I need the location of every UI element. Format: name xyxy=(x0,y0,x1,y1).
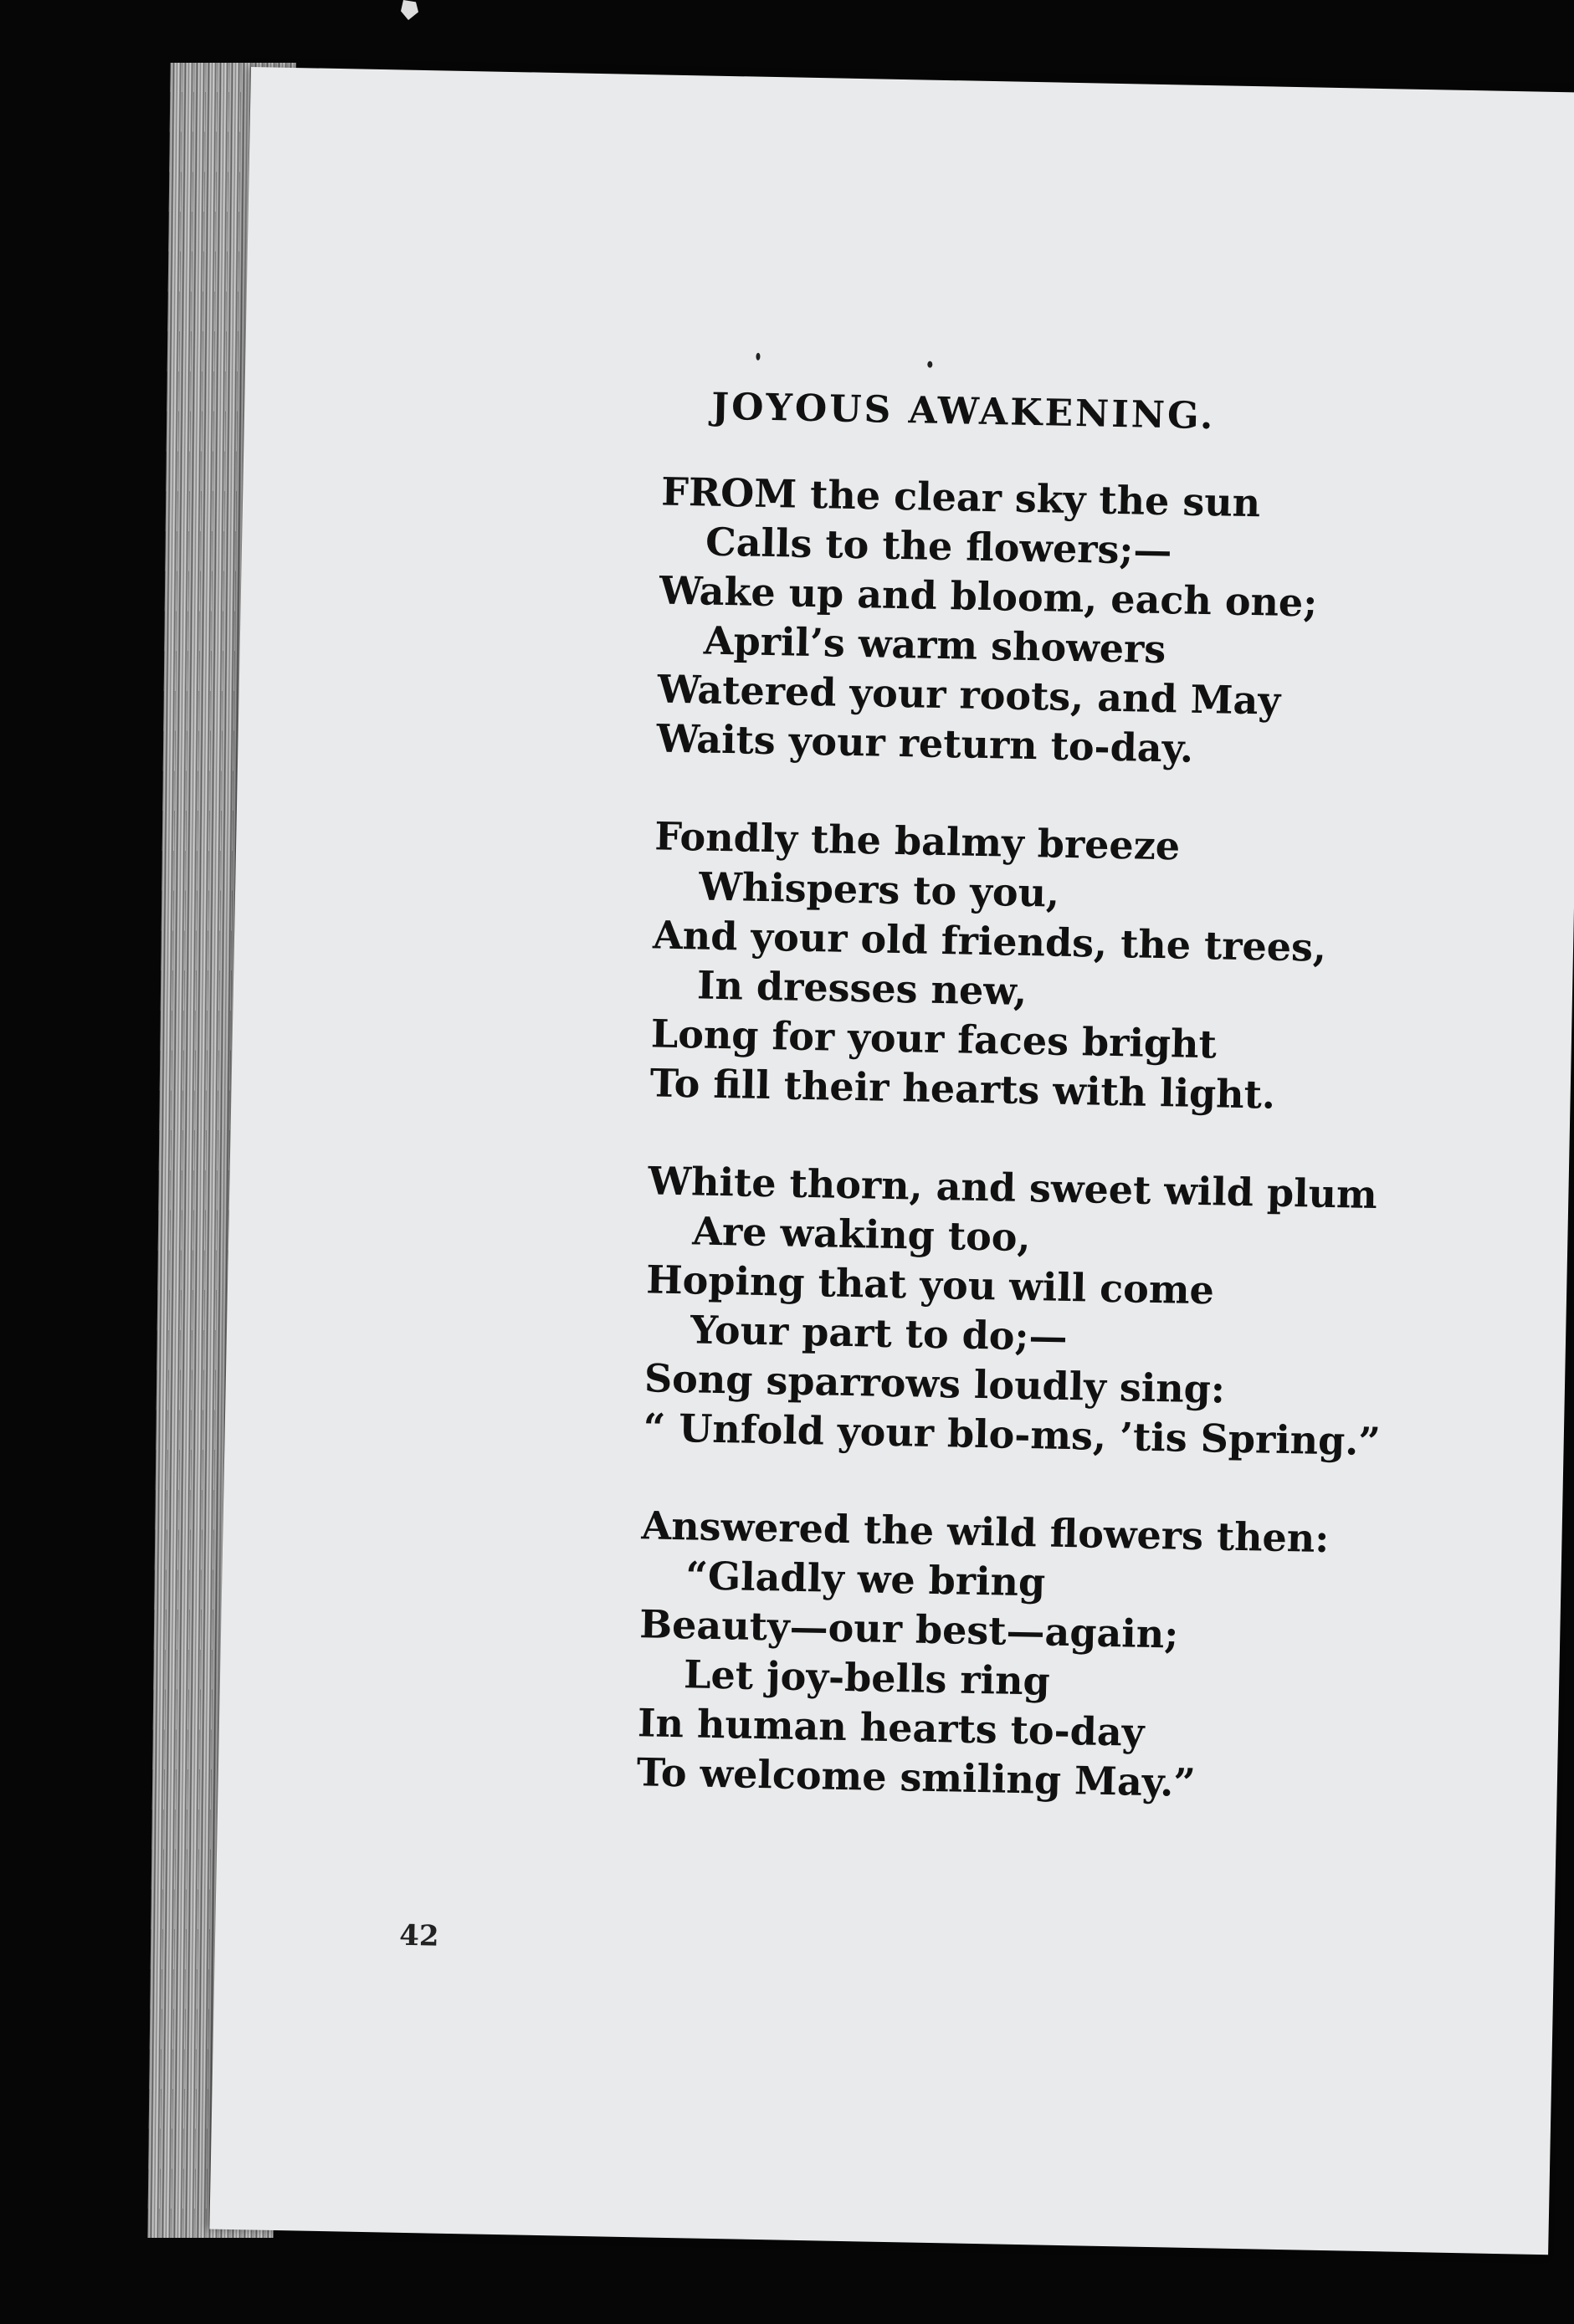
poem-line: Waits your return to-day. xyxy=(656,715,1194,771)
book-page xyxy=(209,67,1574,2255)
poem-line: Watered your roots, and May xyxy=(657,666,1281,724)
poem-line: In human hearts to-day xyxy=(637,1700,1145,1755)
poem-title: JOYOUS AWAKENING. xyxy=(710,385,1216,438)
poem-line: Whispers to you, xyxy=(698,863,1060,916)
stanza xyxy=(656,468,1415,778)
stanza xyxy=(636,1501,1395,1811)
poem-line: To fill their hearts with light. xyxy=(649,1060,1276,1118)
poem-line: Beauty—our best—again; xyxy=(638,1601,1179,1657)
poem-line: Your part to do;— xyxy=(690,1307,1069,1360)
poem-line: White thorn, and sweet wild plum xyxy=(648,1158,1378,1218)
ink-speck xyxy=(927,361,932,368)
stanza xyxy=(643,1156,1402,1467)
ink-speck xyxy=(756,353,760,361)
poem-line: Fondly the balmy breeze xyxy=(654,813,1181,869)
poem xyxy=(635,385,1416,1861)
poem-line: “ Unfold your blo-ms, ’tis Spring.” xyxy=(643,1405,1382,1465)
poem-body xyxy=(636,468,1414,1812)
poem-line: “Gladly we bring xyxy=(684,1553,1046,1605)
poem-line: Let joy-bells ring xyxy=(683,1651,1051,1704)
poem-line: Are waking too, xyxy=(691,1208,1032,1261)
poem-line: April’s warm showers xyxy=(703,617,1166,673)
poem-line: Song sparrows loudly sing: xyxy=(643,1355,1226,1412)
poem-line: Calls to the flowers;— xyxy=(705,519,1172,574)
stanza xyxy=(649,811,1408,1122)
poem-line: Hoping that you will come xyxy=(645,1257,1215,1313)
scan-speck xyxy=(398,0,423,20)
page-number: 42 xyxy=(398,1918,439,1953)
poem-line: Wake up and bloom, each one; xyxy=(659,567,1318,626)
poem-line: Answered the wild flowers then: xyxy=(641,1502,1330,1562)
poem-line: And your old friends, the trees, xyxy=(652,912,1327,970)
poem-line: Long for your faces bright xyxy=(650,1011,1218,1067)
poem-line: To welcome smiling May.” xyxy=(636,1749,1197,1806)
poem-line: In dresses new, xyxy=(696,962,1028,1014)
poem-line: FROM the clear sky the sun xyxy=(660,468,1261,526)
